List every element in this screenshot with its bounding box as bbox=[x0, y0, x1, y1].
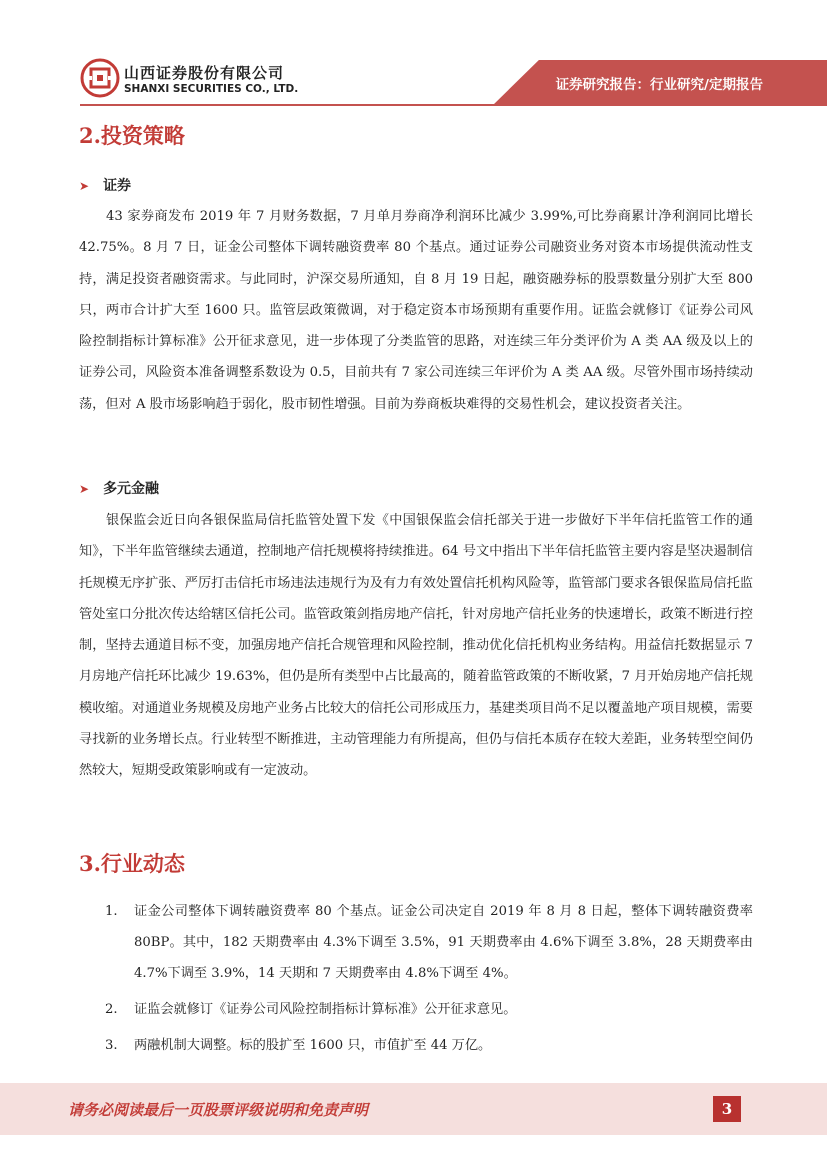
page-number: 3 bbox=[713, 1096, 741, 1122]
arrow-bullet-icon: ➤ bbox=[79, 482, 90, 496]
list-item: 2. 证监会就修订《证券公司风险控制指标计算标准》公开征求意见。 bbox=[105, 1002, 517, 1017]
list-item: 3. 两融机制大调整。标的股扩至 1600 只，市值扩至 44 万亿。 bbox=[105, 1038, 492, 1053]
subsection-securities-body: 43 家券商发布 2019 年 7 月财务数据，7 月单月券商净利润环比减少 3.99%,可比券商累计净利润同比增长 42.75%。8 月 7 日，证金公司整体下调转融资费率 80 个基点。通过证券公司融资业务对资本市场提供流动性支持，满足投资者融资需求。与此同时，沪深交易所通知，自 8 月 19 日起，融资融券标的股票数量分别扩大至 800 只，两市合计扩大至 1600 只。监管层政策微调，对于稳定资本市场预期有重要作用。证监会就修订《证券公司风险控制指标计算标准》公开征求意见，进一步体现了分类监管的思路，对连续三年分类评价为 A 类 AA 级及以上的证券公司，风险资本准备调整系数设为 0.5，目前共有 7 家公司连续三年评价为 A 类 AA 级。尽管外围市场持续动荡，但对 A 股市场影响趋于弱化，股市韧性增强。目前为券商板块难得的交易性机会，建议投资者关注。 bbox=[79, 209, 753, 412]
section-2-title: 2.投资策略 bbox=[79, 123, 185, 148]
subsection-diversified-finance-label: 多元金融 bbox=[103, 481, 160, 497]
subsection-diversified-finance-body: 银保监会近日向各银保监局信托监管处置下发《中国银保监会信托部关于进一步做好下半年信托监管工作的通知》，下半年监管继续去通道，控制地产信托规模将持续推进。64 号文中指出下半年信托监管主要内容是坚决遏制信托规模无序扩张、严厉打击信托市场违法违规行为及有力有效处置信托机构风险等，监管部门要求各银保监局信托监管处室口分批次传达给辖区信托公司。监管政策剑指房地产信托，针对房地产信托业务的快速增长，政策不断进行控制，坚持去通道目标不变，加强房地产信托合规管理和风险控制，推动优化信托机构业务结构。用益信托数据显示 7 月房地产信托环比减少 19.63%，但仍是所有类型中占比最高的，随着监管政策的不断收紧，7 月开始房地产信托规模收缩。对通道业务规模及房地产业务占比较大的信托公司形成压力，基建类项目尚不足以覆盖地产项目规模，需要寻找新的业务增长点。行业转型不断推进，主动管理能力有所提高，但仍与信托本质存在较大差距，业务转型空间仍然较大，短期受政策影响或有一定波动。 bbox=[79, 513, 753, 779]
header-divider bbox=[80, 104, 827, 106]
report-type-label: 证券研究报告：行业研究/定期报告 bbox=[555, 77, 763, 93]
company-name-en: SHANXI SECURITIES CO., LTD. bbox=[124, 83, 299, 95]
page-header bbox=[0, 0, 827, 110]
disclaimer-notice: 请务必阅读最后一页股票评级说明和免责声明 bbox=[68, 1101, 369, 1119]
list-item: 1. 证金公司整体下调转融资费率 80 个基点。证金公司决定自 2019 年 8 月 8 日起，整体下调转融资费率 80BP。其中，182 天期费率由 4.3%下调至 3.5%，91 天期费率由 4.6%下调至 3.8%，28 天期费率由 4.7%下调至 3.9%，14 天期和 7 天期费率由 4.8%下调至 4%。 bbox=[105, 904, 753, 981]
industry-news-list bbox=[79, 896, 753, 1066]
arrow-bullet-icon: ➤ bbox=[79, 179, 90, 193]
subsection-diversified-finance-heading bbox=[79, 478, 159, 498]
subsection-securities-label: 证券 bbox=[103, 178, 132, 194]
subsection-securities-heading bbox=[79, 175, 131, 195]
company-logo-icon bbox=[80, 58, 120, 98]
section-3-title: 3.行业动态 bbox=[79, 851, 185, 876]
company-name-cn: 山西证券股份有限公司 bbox=[124, 64, 285, 82]
